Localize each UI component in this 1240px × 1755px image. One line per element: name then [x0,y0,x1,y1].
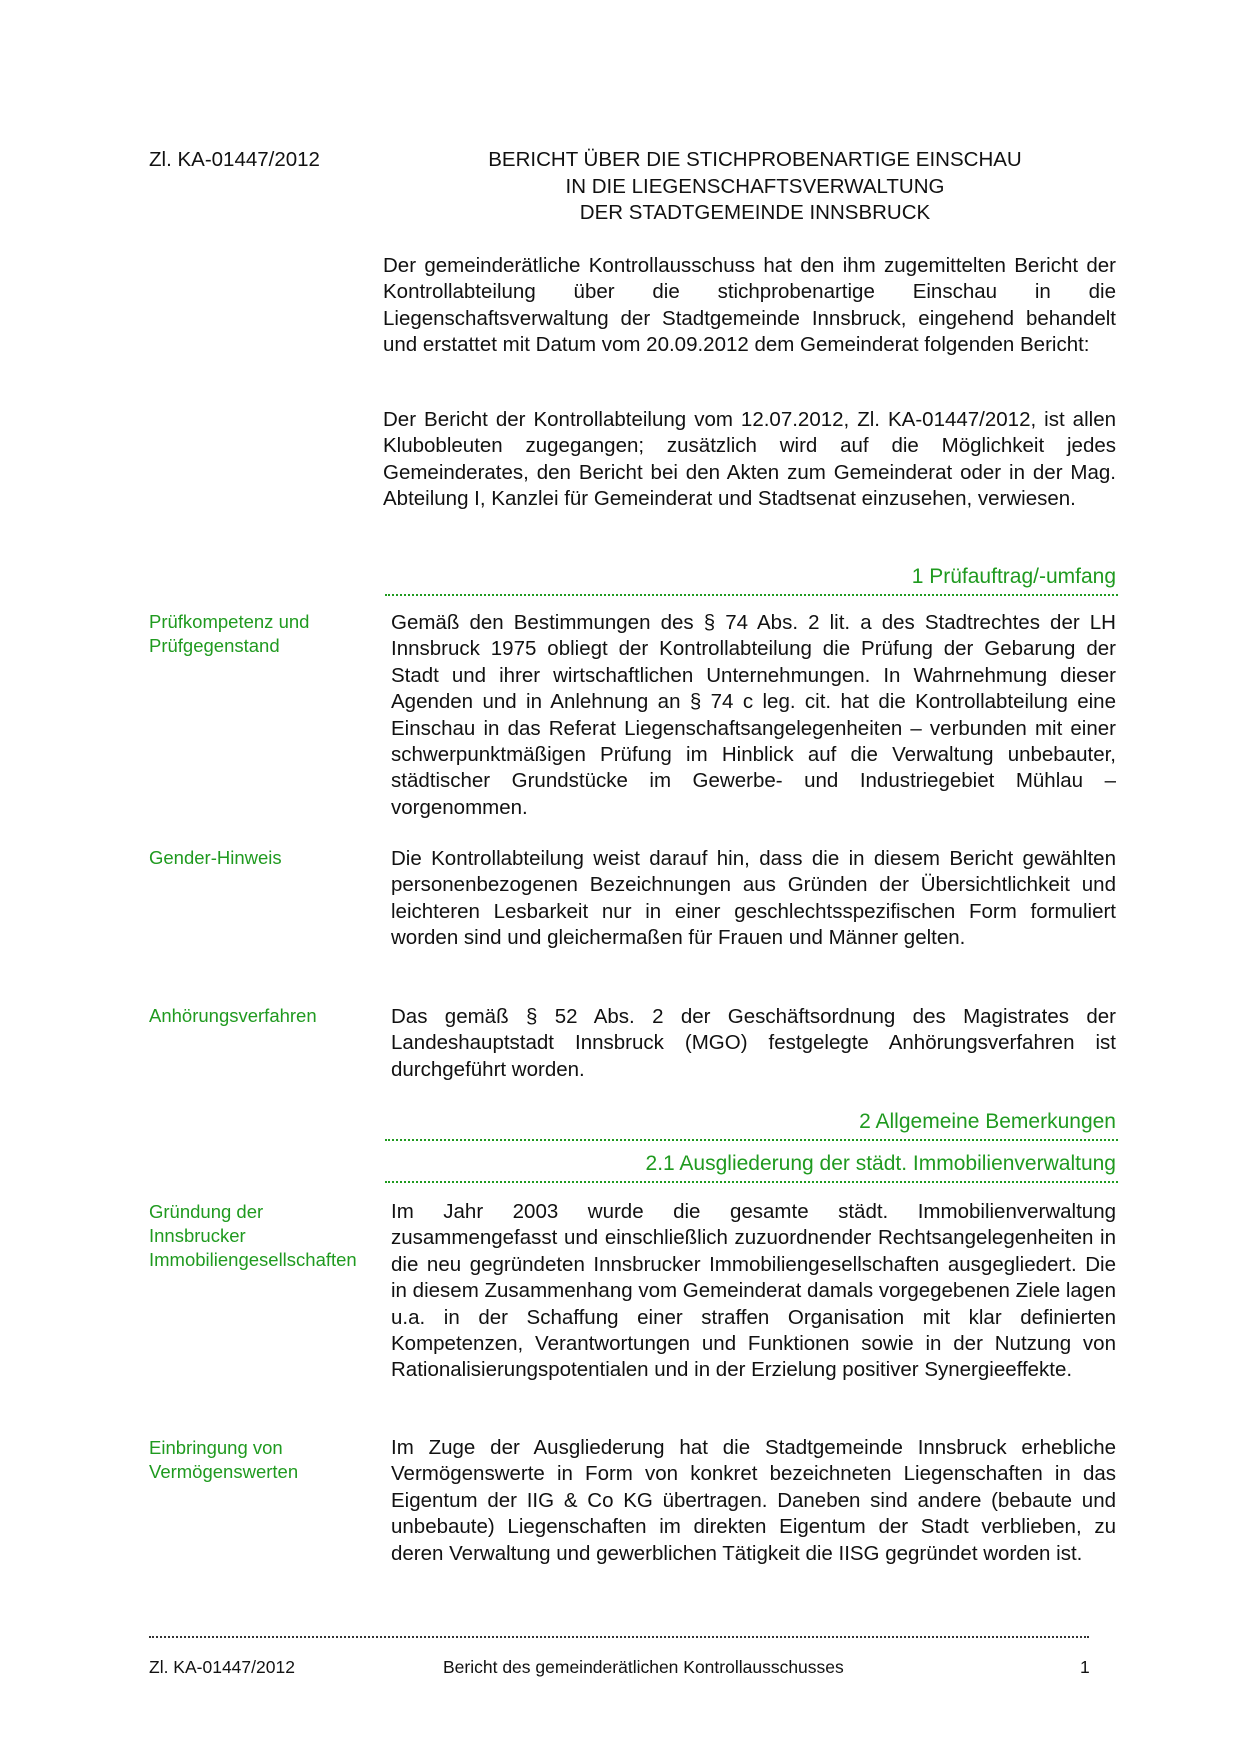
margin-note: Gender-Hinweis [149,847,282,868]
margin-note: Prüfkompetenz und Prüfgegenstand [149,611,310,656]
title-line: BERICHT ÜBER DIE STICHPROBENARTIGE EINSCHAU [488,148,1022,171]
body-paragraph: Gemäß den Bestimmungen des § 74 Abs. 2 lit. a des Stadtrechtes der LH Innsbruck 1975 obliegt der Kontrollabteilung die Prüfung der Gebarung der Stadt und ihrer wirtschaftlichen Unternehmungen. In Wahrnehmung dieser Agenden und in Anlehnung an § 74 c leg. cit. hat die Kontrollabteilung eine Einschau in das Referat Liegenschaftsangelegenheiten – verbunden mit einer schwerpunktmäßigen Prüfung im Hinblick auf die Verwaltung unbebauter, städtischer Grundstücke im Gewerbe- und Industriegebiet Mühlau – vorgenommen. [391,611,1116,819]
heading-divider [385,594,1118,596]
footer-title: Bericht des gemeinderätlichen Kontrollausschusses [443,1657,844,1677]
body-paragraph: Das gemäß § 52 Abs. 2 der Geschäftsordnung des Magistrates der Landeshauptstadt Innsbruck (MGO) festgelegte Anhörungsverfahren ist durchgeführt worden. [391,1005,1116,1081]
body-paragraph: Im Jahr 2003 wurde die gesamte städt. Immobilienverwaltung zusammengefasst und einschließlich zuzuordnender Rechtsangelegenheiten in die neu gegründeten Innsbrucker Immobiliengesellschaften ausgegliedert. Die in diesem Zusammenhang vom Gemeinderat damals vorgegebenen Ziele lagen u.a. in der Schaffung einer straffen Organisation mit klar definierten Kompetenzen, Verantwortungen und Funktionen sowie in der Nutzung von Rationalisierungspotentialen und in der Erzielung positiver Synergieeffekte. [391,1200,1116,1382]
footer-divider [149,1636,1089,1638]
section-heading-2-1: 2.1 Ausgliederung der städt. Immobilienverwaltung [645,1152,1116,1175]
body-paragraph: Im Zuge der Ausgliederung hat die Stadtgemeinde Innsbruck erhebliche Vermögenswerte in Form von konkret bezeichneten Liegenschaften in das Eigentum der IIG & Co KG übertragen. Daneben sind andere (bebaute und unbebaute) Liegenschaften im direkten Eigentum der Stadt verblieben, zu deren Verwaltung und gewerblichen Tätigkeit die IISG gegründet worden ist. [391,1436,1116,1565]
body-paragraph: Die Kontrollabteilung weist darauf hin, dass die in diesem Bericht gewählten personenbezogenen Bezeichnungen aus Gründen der Übersichtlichkeit und leichteren Lesbarkeit nur in einer geschlechtsspezifischen Form formuliert worden sind und gleichermaßen für Frauen und Männer gelten. [391,847,1116,950]
document-reference: Zl. KA-01447/2012 [149,148,320,171]
intro-paragraph-1: Der gemeinderätliche Kontrollausschuss hat den ihm zugemittelten Bericht der Kontrollabteilung über die stichprobenartige Einschau in die Liegenschaftsverwaltung der Stadtgemeinde Innsbruck, eingehend behandelt und erstattet mit Datum vom 20.09.2012 dem Gemeinderat folgenden Bericht: [383,254,1116,357]
heading-divider [385,1139,1118,1141]
section-heading-1: 1 Prüfauftrag/-umfang [911,565,1116,588]
title-line: IN DIE LIEGENSCHAFTSVERWALTUNG [565,174,945,198]
intro-paragraph-2: Der Bericht der Kontrollabteilung vom 12.07.2012, Zl. KA-01447/2012, ist allen Klubobleuten zugegangen; zusätzlich wird auf die Möglichkeit jedes Gemeinderates, den Bericht bei den Akten zum Gemeinderat oder in der Mag. Abteilung I, Kanzlei für Gemeinderat und Stadtsenat einzusehen, verwiesen. [383,408,1116,511]
heading-divider [385,1181,1118,1183]
title-line: DER STADTGEMEINDE INNSBRUCK [579,201,931,224]
margin-note: Anhörungsverfahren [149,1005,317,1026]
footer-reference: Zl. KA-01447/2012 [149,1657,295,1677]
document-title [440,147,1070,227]
section-heading-2: 2 Allgemeine Bemerkungen [859,1110,1116,1133]
margin-note: Einbringung von Vermögenswerten [149,1437,299,1482]
page-number: 1 [1080,1657,1090,1677]
margin-note: Gründung der Innsbrucker Immobiliengesellschaften [149,1201,357,1270]
